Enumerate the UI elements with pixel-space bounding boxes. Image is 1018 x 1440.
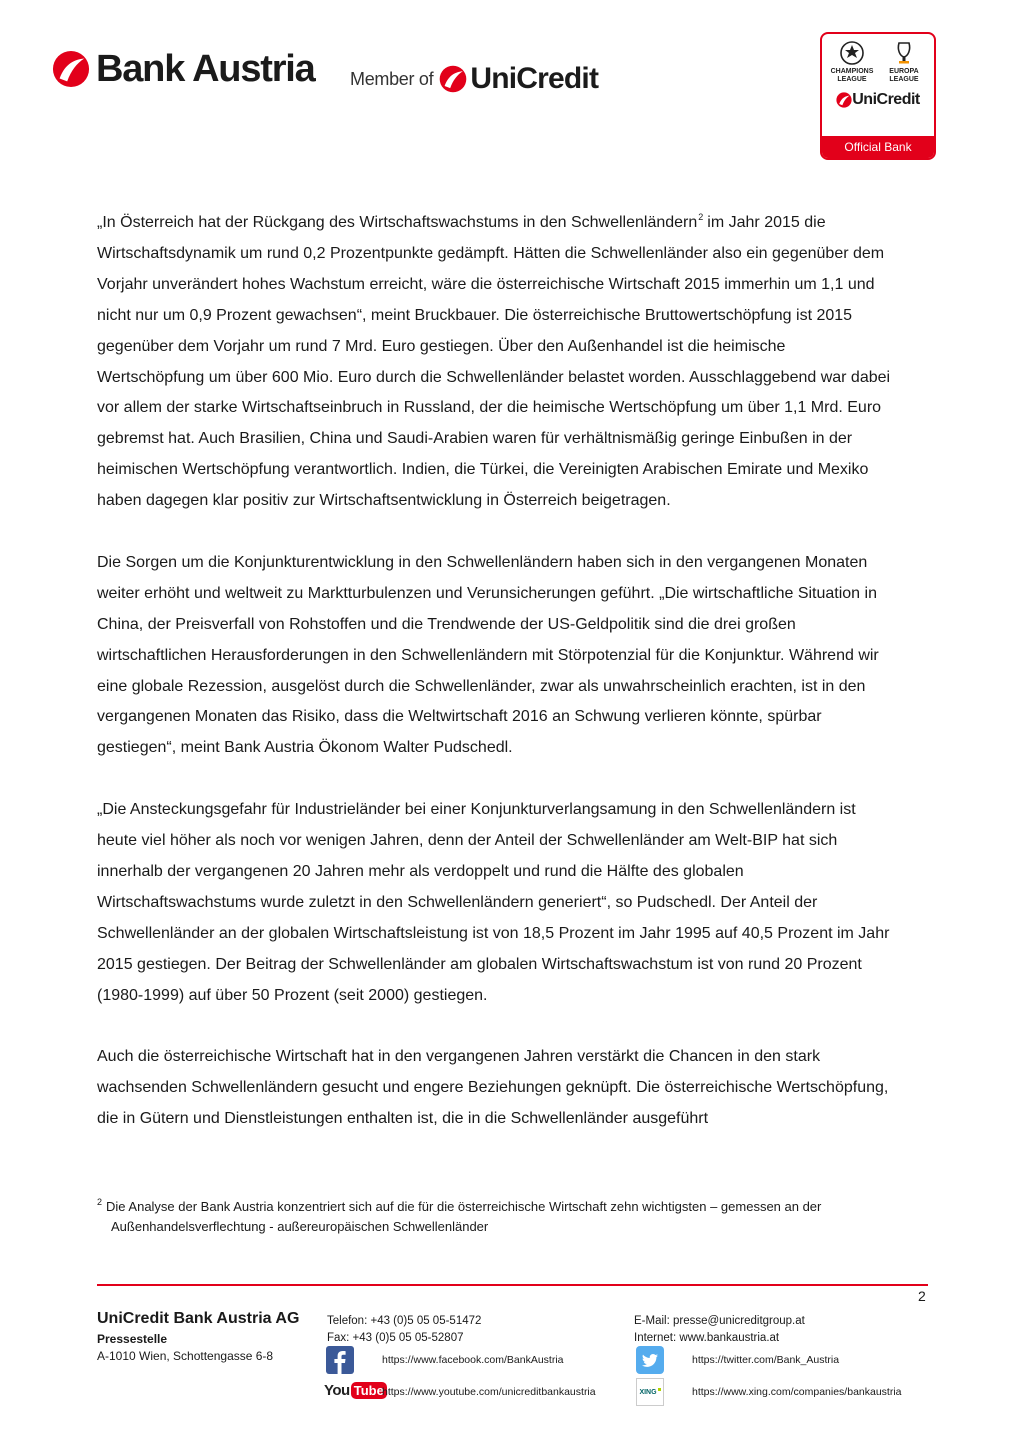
youtube-icon[interactable]: You Tube (324, 1382, 387, 1399)
europa-league-logo: EUROPA LEAGUE (878, 40, 930, 83)
champions-league-logo: CHAMPIONS LEAGUE (826, 40, 878, 83)
footer-divider (97, 1284, 928, 1286)
starball-icon (839, 40, 865, 66)
twitter-link[interactable]: https://twitter.com/Bank_Austria (692, 1354, 840, 1366)
badge-unicredit-logo: UniCredit (822, 91, 934, 109)
badge-caption: Official Bank (822, 136, 934, 158)
unicredit-swoosh-icon (52, 50, 90, 88)
brand-name: Bank Austria (96, 48, 315, 90)
facebook-icon[interactable] (326, 1346, 354, 1379)
trophy-icon (891, 40, 917, 66)
footnote-reference: 2 (698, 212, 704, 222)
unicredit-swoosh-icon (836, 92, 852, 108)
email-link[interactable]: E-Mail: presse@unicreditgroup.at (634, 1315, 805, 1327)
footnote: $^2$ Die Analyse der Bank Austria konzentriert sich auf die für die österreichische Wirtschaft zehn wichtigsten – gemessen an der Außenhandelsverflechtung - außereuropäischen Schwellenländer (97, 1197, 822, 1234)
website-link[interactable]: Internet: www.bankaustria.at (634, 1332, 780, 1344)
page-number: 2 (918, 1288, 926, 1304)
address: A-1010 Wien, Schottengasse 6-8 (97, 1349, 274, 1363)
bank-austria-logo (52, 50, 315, 88)
youtube-link[interactable]: https://www.youtube.com/unicreditbankaustria (382, 1386, 596, 1398)
twitter-icon[interactable] (636, 1346, 664, 1379)
department: Pressestelle (97, 1332, 168, 1346)
official-bank-badge (820, 32, 936, 160)
member-of-label: Member of (350, 68, 434, 89)
paragraph: „In Österreich hat der Rückgang des Wirtschaftswachstums in den Schwellenländern$^2$ im Jahr 2015 die Wirtschaftsdynamik um rund 0,2 Prozentpunkte gedämpft. Hätten die Schwellenländer also ein gegenüber dem Vorjahr unverändert hohes Wachstum erreicht, wäre die österreichische Wirtschaft 2015 immerhin um 1,1 und nicht nur um 0,9 Prozent gewachsen“, meint Bruckbauer. Die österreichische Bruttowertschöpfung ist 2015 gegenüber dem Vorjahr um rund 7 Mrd. Euro gestiegen. Über den Außenhandel ist die heimische Wertschöpfung um über 600 Mio. Euro durch die Schwellenländer belastet worden. Ausschlaggebend war dabei vor allem der starke Wirtschaftseinbruch in Russland, der die heimische Wertschöpfung um über 1,1 Mrd. Euro gebremst hat. Auch Brasilien, China und Saudi-Arabien waren für verhältnismäßig geringe Einbußen in der heimischen Wertschöpfung verantwortlich. Indien, die Türkei, die Vereinigten Arabischen Emirate und Mexiko haben dagegen klar positiv zur Wirtschaftsentwicklung in Österreich beigetragen. (97, 212, 891, 510)
footnote-marker: 2 (97, 1197, 103, 1207)
facebook-link[interactable]: https://www.facebook.com/BankAustria (382, 1354, 564, 1366)
paragraph: „Die Ansteckungsgefahr für Industrieländer bei einer Konjunkturverlangsamung in den Schwellenländern ist heute viel höher als noch vor wenigen Jahren, denn der Anteil der Schwellenländer am Welt-BIP hat sich innerhalb der vergangenen 20 Jahren mehr als verdoppelt und rund die Hälfte des globalen Wirtschaftswachstums wurde zuletzt in den Schwellenländern generiert“, so Pudschedl. Der Anteil der Schwellenländer an der globalen Wirtschaftsleistung ist von 18,5 Prozent im Jahr 1995 auf 40,5 Prozent im Jahr 2015 gestiegen. Der Beitrag der Schwellenländer am globalen Wirtschaftswachstum ist von rund 20 Prozent (1980-1999) auf über 50 Prozent (seit 2000) gestiegen. (97, 801, 890, 1004)
article-body (97, 208, 897, 1166)
paragraph: Die Sorgen um die Konjunkturentwicklung in den Schwellenländern haben sich in den vergangenen Monaten weiter erhöht und weltweit zu Marktturbulenzen und Verunsicherungen geführt. „Die wirtschaftliche Situation in China, der Preisverfall von Rohstoffen und die Trendwende der US-Geldpolitik sind die drei großen wirtschaftlichen Herausforderungen in den Schwellenländern mit Störpotenzial für die Konjunktur. Während wir eine globale Rezession, ausgelöst durch die Schwellenländer, zwar als unwahrscheinlich erachten, ist in den vergangenen Monaten das Risiko, dass die Weltwirtschaft 2016 an Schwung verlieren könnte, spürbar gestiegen“, meint Bank Austria Ökonom Walter Pudschedl. (97, 553, 879, 757)
paragraph: Auch die österreichische Wirtschaft hat in den vergangenen Jahren verstärkt die Chancen in den stark wachsenden Schwellenländern gesucht und engere Beziehungen geknüpft. Die österreichische Wertschöpfung, die in Gütern und Dienstleistungen enthalten ist, die in die Schwellenländer ausgeführt (97, 1048, 889, 1128)
company-name: UniCredit Bank Austria AG (97, 1310, 300, 1327)
fax: Fax: +43 (0)5 05 05-52807 (327, 1332, 464, 1344)
parent-brand-name: UniCredit (470, 62, 599, 95)
member-of-unicredit (350, 64, 598, 94)
unicredit-swoosh-icon (439, 65, 467, 93)
xing-link[interactable]: https://www.xing.com/companies/bankaustria (692, 1386, 902, 1398)
phone: Telefon: +43 (0)5 05 05-51472 (327, 1315, 482, 1327)
xing-icon[interactable]: XING (636, 1378, 664, 1406)
